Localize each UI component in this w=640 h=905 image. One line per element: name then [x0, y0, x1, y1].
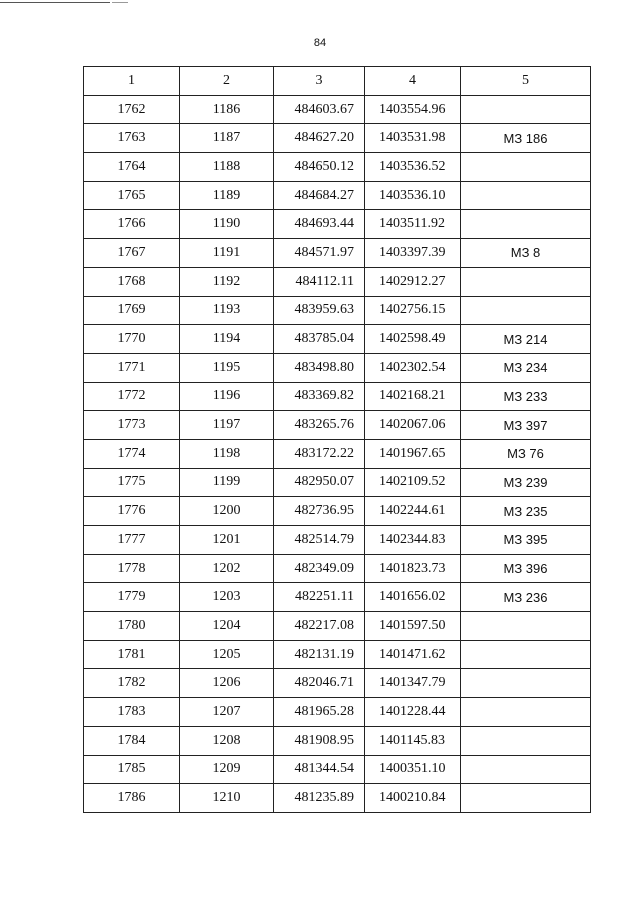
table-row — [84, 612, 591, 641]
coord-y-cell: 1403536.52 — [365, 153, 461, 182]
index-number-cell: 1189 — [180, 181, 274, 210]
coord-y-cell: 1403536.10 — [365, 181, 461, 210]
index-number-cell: 1191 — [180, 239, 274, 268]
point-number-cell: 1777 — [84, 526, 180, 555]
index-number-cell: 1201 — [180, 526, 274, 555]
top-rule-short — [112, 2, 128, 3]
point-number-cell: 1765 — [84, 181, 180, 210]
index-number-cell: 1206 — [180, 669, 274, 698]
coord-x-cell: 483959.63 — [274, 296, 365, 325]
note-cell — [461, 181, 591, 210]
note-cell — [461, 153, 591, 182]
table-row — [84, 124, 591, 153]
coord-x-cell: 482217.08 — [274, 612, 365, 641]
table-row — [84, 296, 591, 325]
point-number-cell: 1766 — [84, 210, 180, 239]
coord-y-cell: 1402067.06 — [365, 411, 461, 440]
point-number-cell: 1778 — [84, 554, 180, 583]
index-number-cell: 1203 — [180, 583, 274, 612]
index-number-cell: 1210 — [180, 784, 274, 813]
note-cell — [461, 784, 591, 813]
coord-y-cell: 1401471.62 — [365, 640, 461, 669]
coord-x-cell: 483172.22 — [274, 439, 365, 468]
table-row — [84, 497, 591, 526]
note-cell — [461, 267, 591, 296]
coord-y-cell: 1400210.84 — [365, 784, 461, 813]
coord-y-cell: 1401228.44 — [365, 698, 461, 727]
note-cell: МЗ 8 — [461, 239, 591, 268]
coord-x-cell: 484571.97 — [274, 239, 365, 268]
note-cell — [461, 726, 591, 755]
coord-y-cell: 1402912.27 — [365, 267, 461, 296]
index-number-cell: 1193 — [180, 296, 274, 325]
table-row — [84, 239, 591, 268]
coord-y-cell: 1402302.54 — [365, 353, 461, 382]
coord-x-cell: 481235.89 — [274, 784, 365, 813]
table-row — [84, 153, 591, 182]
point-number-cell: 1767 — [84, 239, 180, 268]
index-number-cell: 1195 — [180, 353, 274, 382]
point-number-cell: 1782 — [84, 669, 180, 698]
table-row — [84, 181, 591, 210]
coord-y-cell: 1403531.98 — [365, 124, 461, 153]
table-body — [84, 95, 591, 812]
coord-x-cell: 482349.09 — [274, 554, 365, 583]
coord-y-cell: 1403397.39 — [365, 239, 461, 268]
note-cell: МЗ 235 — [461, 497, 591, 526]
index-number-cell: 1198 — [180, 439, 274, 468]
table-row — [84, 267, 591, 296]
note-cell: МЗ 236 — [461, 583, 591, 612]
coord-y-cell: 1403511.92 — [365, 210, 461, 239]
coord-x-cell: 482950.07 — [274, 468, 365, 497]
note-cell: МЗ 233 — [461, 382, 591, 411]
coord-x-cell: 483498.80 — [274, 353, 365, 382]
index-number-cell: 1200 — [180, 497, 274, 526]
note-cell: МЗ 397 — [461, 411, 591, 440]
coord-x-cell: 484650.12 — [274, 153, 365, 182]
coord-x-cell: 484603.67 — [274, 95, 365, 124]
header-col-2: 2 — [180, 67, 274, 96]
coord-y-cell: 1401967.65 — [365, 439, 461, 468]
coord-y-cell: 1402109.52 — [365, 468, 461, 497]
index-number-cell: 1204 — [180, 612, 274, 641]
coord-x-cell: 482251.11 — [274, 583, 365, 612]
header-col-1: 1 — [84, 67, 180, 96]
coord-y-cell: 1402756.15 — [365, 296, 461, 325]
note-cell — [461, 755, 591, 784]
note-cell: МЗ 234 — [461, 353, 591, 382]
point-number-cell: 1762 — [84, 95, 180, 124]
note-cell: МЗ 186 — [461, 124, 591, 153]
point-number-cell: 1785 — [84, 755, 180, 784]
coord-y-cell: 1401656.02 — [365, 583, 461, 612]
note-cell: МЗ 395 — [461, 526, 591, 555]
coord-x-cell: 481965.28 — [274, 698, 365, 727]
index-number-cell: 1194 — [180, 325, 274, 354]
coord-y-cell: 1401823.73 — [365, 554, 461, 583]
table-row — [84, 439, 591, 468]
index-number-cell: 1188 — [180, 153, 274, 182]
coord-x-cell: 483265.76 — [274, 411, 365, 440]
point-number-cell: 1784 — [84, 726, 180, 755]
point-number-cell: 1781 — [84, 640, 180, 669]
table-row — [84, 698, 591, 727]
table-row — [84, 726, 591, 755]
coord-x-cell: 482514.79 — [274, 526, 365, 555]
index-number-cell: 1202 — [180, 554, 274, 583]
point-number-cell: 1786 — [84, 784, 180, 813]
coord-x-cell: 482736.95 — [274, 497, 365, 526]
note-cell — [461, 95, 591, 124]
coord-y-cell: 1402244.61 — [365, 497, 461, 526]
note-cell: МЗ 396 — [461, 554, 591, 583]
coord-x-cell: 484693.44 — [274, 210, 365, 239]
coord-y-cell: 1402598.49 — [365, 325, 461, 354]
coordinates-table — [83, 66, 591, 813]
point-number-cell: 1775 — [84, 468, 180, 497]
coord-x-cell: 484112.11 — [274, 267, 365, 296]
coord-x-cell: 483369.82 — [274, 382, 365, 411]
point-number-cell: 1776 — [84, 497, 180, 526]
header-col-3: 3 — [274, 67, 365, 96]
index-number-cell: 1207 — [180, 698, 274, 727]
point-number-cell: 1774 — [84, 439, 180, 468]
table-header-row — [84, 67, 591, 96]
table-row — [84, 382, 591, 411]
point-number-cell: 1770 — [84, 325, 180, 354]
table-row — [84, 210, 591, 239]
point-number-cell: 1773 — [84, 411, 180, 440]
coord-x-cell: 481908.95 — [274, 726, 365, 755]
coord-y-cell: 1400351.10 — [365, 755, 461, 784]
table-row — [84, 95, 591, 124]
point-number-cell: 1763 — [84, 124, 180, 153]
coord-y-cell: 1402344.83 — [365, 526, 461, 555]
point-number-cell: 1772 — [84, 382, 180, 411]
coord-y-cell: 1403554.96 — [365, 95, 461, 124]
table-row — [84, 640, 591, 669]
index-number-cell: 1187 — [180, 124, 274, 153]
table-row — [84, 526, 591, 555]
point-number-cell: 1764 — [84, 153, 180, 182]
note-cell: МЗ 239 — [461, 468, 591, 497]
page-number: 84 — [313, 37, 327, 49]
header-col-4: 4 — [365, 67, 461, 96]
point-number-cell: 1769 — [84, 296, 180, 325]
coord-x-cell: 483785.04 — [274, 325, 365, 354]
coord-x-cell: 482131.19 — [274, 640, 365, 669]
coord-y-cell: 1401597.50 — [365, 612, 461, 641]
note-cell: МЗ 76 — [461, 439, 591, 468]
index-number-cell: 1199 — [180, 468, 274, 497]
coord-x-cell: 484684.27 — [274, 181, 365, 210]
coord-y-cell: 1402168.21 — [365, 382, 461, 411]
table-row — [84, 411, 591, 440]
coord-x-cell: 484627.20 — [274, 124, 365, 153]
index-number-cell: 1190 — [180, 210, 274, 239]
index-number-cell: 1186 — [180, 95, 274, 124]
table-row — [84, 755, 591, 784]
point-number-cell: 1779 — [84, 583, 180, 612]
header-col-5: 5 — [461, 67, 591, 96]
note-cell — [461, 640, 591, 669]
index-number-cell: 1196 — [180, 382, 274, 411]
coord-x-cell: 481344.54 — [274, 755, 365, 784]
point-number-cell: 1771 — [84, 353, 180, 382]
note-cell: МЗ 214 — [461, 325, 591, 354]
table-row — [84, 325, 591, 354]
note-cell — [461, 296, 591, 325]
note-cell — [461, 669, 591, 698]
table-row — [84, 468, 591, 497]
top-rule — [0, 2, 110, 3]
note-cell — [461, 698, 591, 727]
table-row — [84, 784, 591, 813]
index-number-cell: 1208 — [180, 726, 274, 755]
table-row — [84, 554, 591, 583]
table-row — [84, 353, 591, 382]
point-number-cell: 1783 — [84, 698, 180, 727]
coord-y-cell: 1401347.79 — [365, 669, 461, 698]
index-number-cell: 1209 — [180, 755, 274, 784]
coord-y-cell: 1401145.83 — [365, 726, 461, 755]
index-number-cell: 1192 — [180, 267, 274, 296]
index-number-cell: 1205 — [180, 640, 274, 669]
point-number-cell: 1780 — [84, 612, 180, 641]
note-cell — [461, 210, 591, 239]
point-number-cell: 1768 — [84, 267, 180, 296]
coord-x-cell: 482046.71 — [274, 669, 365, 698]
note-cell — [461, 612, 591, 641]
table-row — [84, 583, 591, 612]
index-number-cell: 1197 — [180, 411, 274, 440]
table-row — [84, 669, 591, 698]
